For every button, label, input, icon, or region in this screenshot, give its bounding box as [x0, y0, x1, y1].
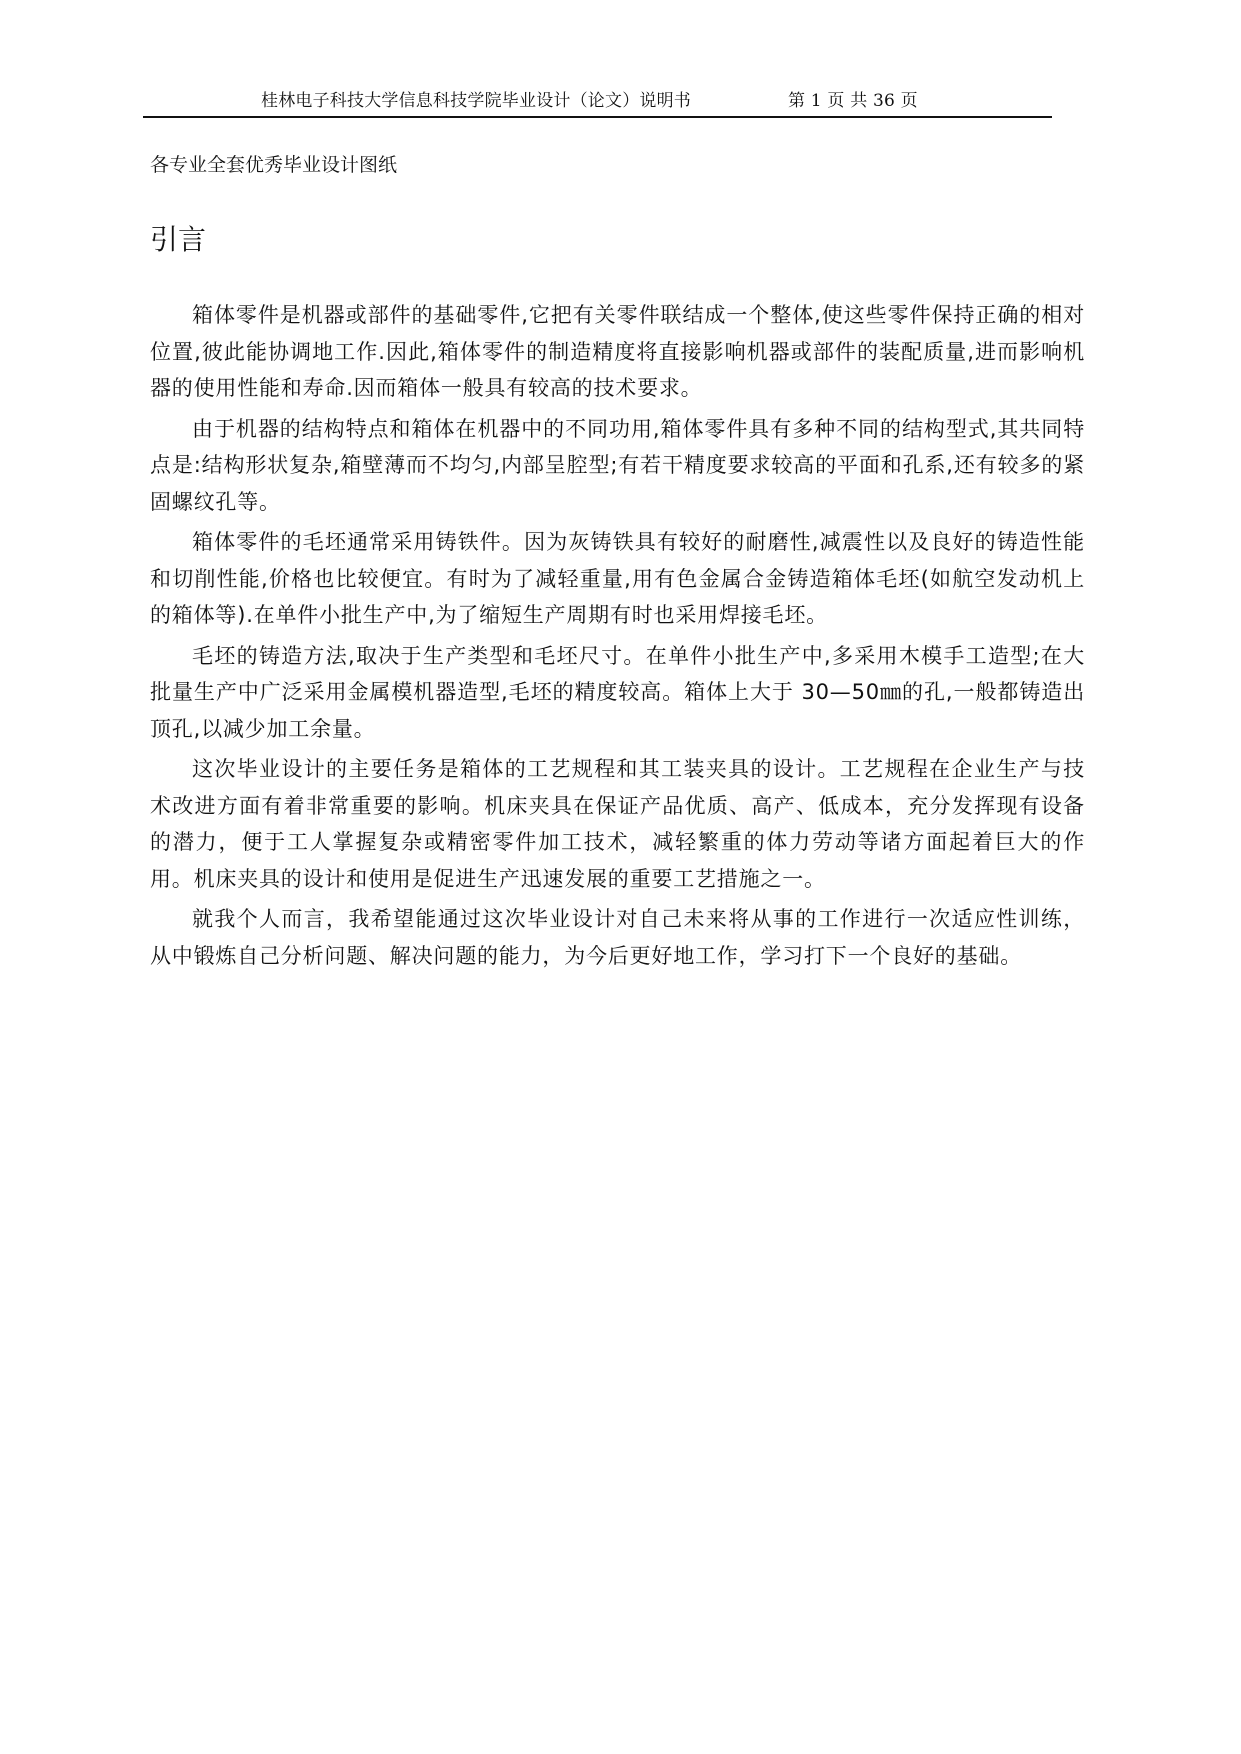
paragraph: 这次毕业设计的主要任务是箱体的工艺规程和其工装夹具的设计。工艺规程在企业生产与技术改进方面有着非常重要的影响。机床夹具在保证产品优质、高产、低成本，充分发挥现有设备的潜力，便于工人掌握复杂或精密零件加工技术，减轻繁重的体力劳动等诸方面起着巨大的作用。机床夹具的设计和使用是促进生产迅速发展的重要工艺措施之一。 — [150, 757, 1085, 891]
paragraph: 就我个人而言，我希望能通过这次毕业设计对自己未来将从事的工作进行一次适应性训练，从中锻炼自己分析问题、解决问题的能力，为今后更好地工作，学习打下一个良好的基础。 — [150, 907, 1085, 968]
section-title: 引言 — [150, 223, 207, 256]
paragraph: 由于机器的结构特点和箱体在机器中的不同功用,箱体零件具有多种不同的结构型式,其共同特点是:结构形状复杂,箱壁薄而不均匀,内部呈腔型;有若干精度要求较高的平面和孔系,还有较多的紧固螺纹孔等。 — [150, 416, 1085, 514]
paragraph: 毛坯的铸造方法,取决于生产类型和毛坯尺寸。在单件小批生产中,多采用木模手工造型;在大批量生产中广泛采用金属模机器造型,毛坯的精度较高。箱体上大于 30—50㎜的孔,一般都铸造出顶孔,以减少加工余量。 — [150, 643, 1085, 741]
header-title: 桂林电子科技大学信息科技学院毕业设计（论文）说明书 — [261, 91, 691, 111]
body-text — [150, 297, 1085, 978]
intro-note: 各专业全套优秀毕业设计图纸 — [150, 154, 398, 176]
page-header — [143, 88, 1052, 114]
paragraph: 箱体零件是机器或部件的基础零件,它把有关零件联结成一个整体,使这些零件保持正确的相对位置,彼此能协调地工作.因此,箱体零件的制造精度将直接影响机器或部件的装配质量,进而影响机器的使用性能和寿命.因而箱体一般具有较高的技术要求。 — [150, 303, 1085, 400]
header-rule — [143, 116, 1052, 118]
header-page-number: 第 1 页 共 36 页 — [788, 91, 918, 111]
paragraph: 箱体零件的毛坯通常采用铸铁件。因为灰铸铁具有较好的耐磨性,减震性以及良好的铸造性能和切削性能,价格也比较便宜。有时为了减轻重量,用有色金属合金铸造箱体毛坯(如航空发动机上的箱体等).在单件小批生产中,为了缩短生产周期有时也采用焊接毛坯。 — [150, 530, 1085, 627]
